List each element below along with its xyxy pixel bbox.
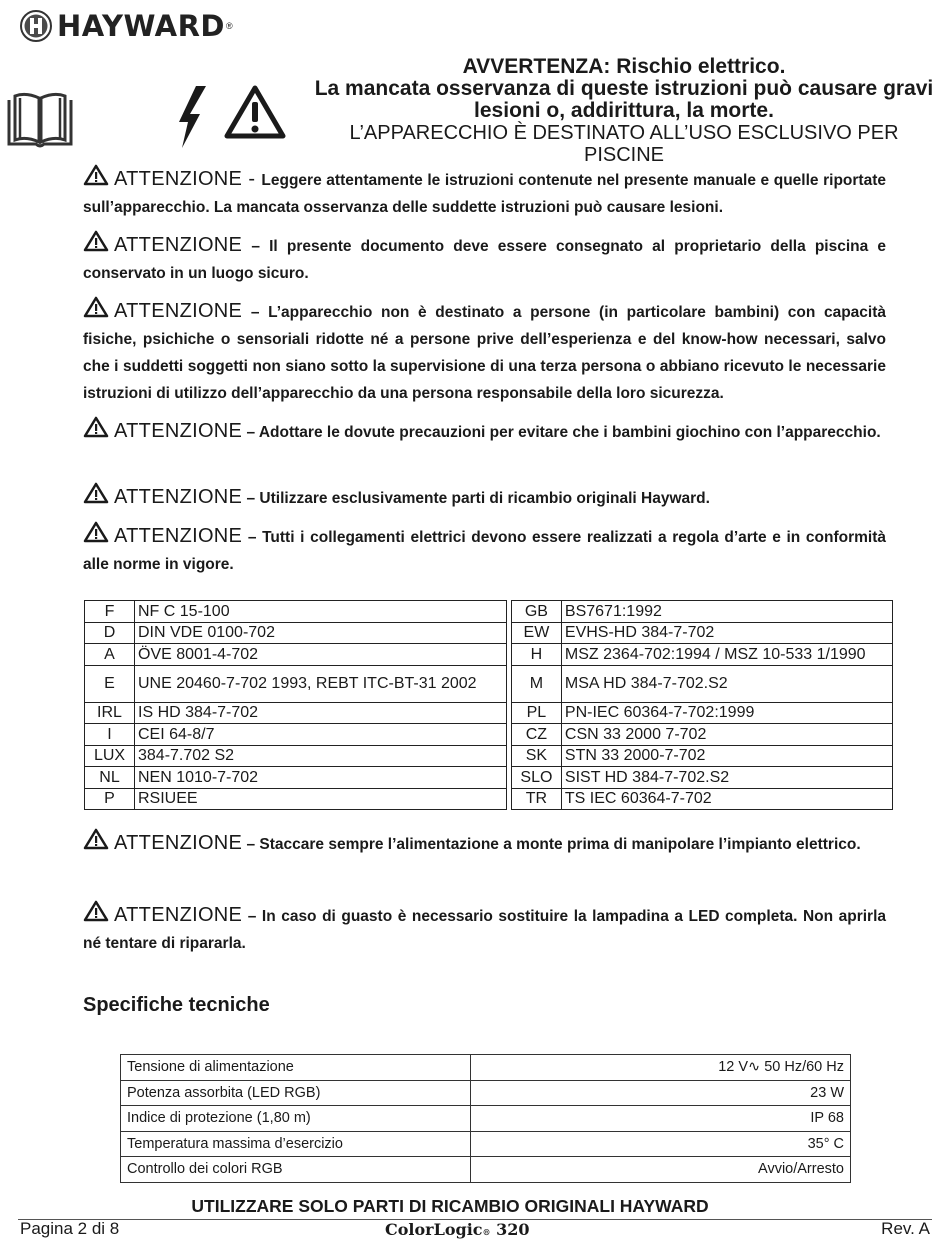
- norm-cell: PN-IEC 60364-7-702:1999: [561, 702, 892, 724]
- norm-cell: TS IEC 60364-7-702: [561, 788, 892, 810]
- table-row: [85, 745, 893, 767]
- warning-triangle-icon: [83, 521, 109, 543]
- country-code-cell: PL: [511, 702, 561, 724]
- warning-triangle-icon: [224, 84, 286, 140]
- table-row: [85, 702, 893, 724]
- warning-paragraph: [83, 296, 886, 407]
- spec-value-cell: IP 68: [471, 1106, 851, 1132]
- table-row: [85, 644, 893, 666]
- table-row: [121, 1106, 851, 1132]
- warning-label: ATTENZIONE: [114, 420, 243, 442]
- country-code-cell: IRL: [85, 702, 135, 724]
- table-row: [85, 601, 893, 623]
- warning-separator: –: [242, 490, 260, 507]
- country-code-cell: P: [85, 788, 135, 810]
- brand-registered-mark: ®: [225, 21, 233, 31]
- warning-separator: –: [242, 304, 269, 321]
- spec-label-cell: Tensione di alimentazione: [121, 1055, 471, 1081]
- warning-text: Adottare le dovute precauzioni per evitare che i bambini giochino con l’apparecchio.: [258, 424, 881, 441]
- norm-cell: STN 33 2000-7-702: [561, 745, 892, 767]
- warning-paragraph: [83, 900, 886, 957]
- spec-value-cell: Avvio/Arresto: [471, 1157, 851, 1183]
- spec-value-cell: 35° C: [471, 1131, 851, 1157]
- warning-triangle-icon: [83, 828, 109, 850]
- country-code-cell: SK: [511, 745, 561, 767]
- warning-paragraph: [83, 828, 886, 858]
- warning-label: ATTENZIONE: [114, 168, 243, 190]
- norm-cell: SIST HD 384-7-702.S2: [561, 767, 892, 789]
- warning-separator: –: [242, 836, 260, 853]
- main-warning: [314, 56, 934, 166]
- warning-separator: –: [242, 238, 270, 255]
- country-code-cell: EW: [511, 622, 561, 644]
- open-book-icon: [6, 90, 74, 148]
- norm-cell: MSA HD 384-7-702.S2: [561, 665, 892, 702]
- table-row: [85, 724, 893, 746]
- warning-paragraph: [83, 164, 886, 221]
- warning-label: ATTENZIONE: [114, 234, 243, 256]
- spec-value-cell: 12 V∿ 50 Hz/60 Hz: [471, 1055, 851, 1081]
- spec-label-cell: Potenza assorbita (LED RGB): [121, 1080, 471, 1106]
- norm-cell: UNE 20460-7-702 1993, REBT ITC-BT-31 2002: [135, 665, 507, 702]
- warning-text: Tutti i collegamenti elettrici devono essere realizzati a regola d’arte e in conformità alle norme in vigore.: [83, 529, 886, 573]
- hayward-logo: [20, 8, 233, 44]
- country-code-cell: M: [511, 665, 561, 702]
- norm-cell: EVHS-HD 384-7-702: [561, 622, 892, 644]
- warning-label: ATTENZIONE: [114, 486, 243, 508]
- footer-note: UTILIZZARE SOLO PARTI DI RICAMBIO ORIGINALI HAYWARD: [191, 1196, 709, 1216]
- product-model: 320: [490, 1220, 530, 1239]
- table-row: [85, 622, 893, 644]
- warning-paragraph: [83, 230, 886, 287]
- warning-text: Utilizzare esclusivamente parti di ricambio originali Hayward.: [259, 490, 710, 507]
- country-code-cell: D: [85, 622, 135, 644]
- warning-text: Leggere attentamente le istruzioni contenute nel presente manuale e quelle riportate sull’apparecchio. La mancata osservanza delle suddette istruzioni può causare lesioni.: [83, 172, 886, 216]
- spec-label-cell: Controllo dei colori RGB: [121, 1157, 471, 1183]
- warning-triangle-icon: [83, 416, 109, 438]
- lightning-bolt-icon: [176, 84, 218, 150]
- warning-text: Il presente documento deve essere consegnato al proprietario della piscina e conservato in un luogo sicuro.: [83, 238, 887, 282]
- norm-cell: IS HD 384-7-702: [135, 702, 507, 724]
- page-number: Pagina 2 di 8: [20, 1219, 120, 1238]
- main-warning-title: AVVERTENZA: Rischio elettrico.: [462, 55, 786, 78]
- country-code-cell: A: [85, 644, 135, 666]
- norm-cell: NEN 1010-7-702: [135, 767, 507, 789]
- warning-separator: –: [242, 424, 259, 441]
- warning-triangle-icon: [83, 482, 109, 504]
- norm-cell: 384-7.702 S2: [135, 745, 507, 767]
- spec-label-cell: Indice di protezione (1,80 m): [121, 1106, 471, 1132]
- product-registered-mark: ®: [482, 1227, 491, 1237]
- norm-cell: MSZ 2364-702:1994 / MSZ 10-533 1/1990: [561, 644, 892, 666]
- warning-triangle-icon: [83, 296, 109, 318]
- table-row: [85, 665, 893, 702]
- electrical-norms-table: [84, 600, 893, 810]
- table-row: [85, 788, 893, 810]
- norm-cell: DIN VDE 0100-702: [135, 622, 507, 644]
- country-code-cell: F: [85, 601, 135, 623]
- country-code-cell: I: [85, 724, 135, 746]
- revision-label: Rev. A: [881, 1219, 930, 1238]
- norm-cell: RSIUEE: [135, 788, 507, 810]
- warning-text: L’apparecchio non è destinato a persone (in particolare bambini) con capacità fisiche, psichiche o sensoriali ridotte né a persone prive dell’esperienza e del know-how necessari, salvo che i suddetti soggetti non siano sotto la supervisione di una terza persona o abbiano ricevuto le necessarie istruzioni di utilizzo dell’apparecchio da una persona responsabile della loro sicurezza.: [83, 304, 887, 402]
- warning-triangle-icon: [83, 900, 109, 922]
- table-row: [121, 1157, 851, 1183]
- table-row: [121, 1055, 851, 1081]
- norm-cell: CSN 33 2000 7-702: [561, 724, 892, 746]
- norm-cell: CEI 64-8/7: [135, 724, 507, 746]
- warning-label: ATTENZIONE: [114, 904, 243, 926]
- warning-text: In caso di guasto è necessario sostituire la lampadina a LED completa. Non aprirla né tentare di ripararla.: [83, 908, 886, 952]
- product-name: [385, 1220, 529, 1239]
- country-code-cell: H: [511, 644, 561, 666]
- warning-separator: –: [242, 908, 262, 925]
- warning-separator: –: [242, 529, 263, 546]
- warning-triangle-icon: [83, 164, 109, 186]
- table-row: [121, 1131, 851, 1157]
- country-code-cell: SLO: [511, 767, 561, 789]
- country-code-cell: NL: [85, 767, 135, 789]
- warning-paragraph: [83, 416, 886, 446]
- warning-paragraph: [83, 482, 886, 512]
- spec-label-cell: Temperatura massima d’esercizio: [121, 1131, 471, 1157]
- warning-label: ATTENZIONE: [114, 832, 243, 854]
- warning-paragraph: [83, 521, 886, 578]
- country-code-cell: TR: [511, 788, 561, 810]
- spec-value-cell: 23 W: [471, 1080, 851, 1106]
- norm-cell: NF C 15-100: [135, 601, 507, 623]
- country-code-cell: GB: [511, 601, 561, 623]
- warning-separator: -: [242, 168, 262, 190]
- table-row: [85, 767, 893, 789]
- brand-name: HAYWARD: [57, 9, 225, 43]
- country-code-cell: CZ: [511, 724, 561, 746]
- hayward-logo-icon: [20, 10, 52, 42]
- warning-text: Staccare sempre l’alimentazione a monte prima di manipolare l’impianto elettrico.: [259, 836, 861, 853]
- country-code-cell: LUX: [85, 745, 135, 767]
- table-row: [121, 1080, 851, 1106]
- main-warning-usage: L’APPARECCHIO È DESTINATO ALL’USO ESCLUSIVO PER PISCINE: [349, 122, 899, 166]
- warning-label: ATTENZIONE: [114, 300, 243, 322]
- norm-cell: ÖVE 8001-4-702: [135, 644, 507, 666]
- main-warning-text: La mancata osservanza di queste istruzioni può causare gravi lesioni o, addirittura, la morte.: [314, 77, 934, 122]
- technical-specs-table: [120, 1054, 851, 1183]
- warning-label: ATTENZIONE: [114, 525, 243, 547]
- norm-cell: BS7671:1992: [561, 601, 892, 623]
- country-code-cell: E: [85, 665, 135, 702]
- warning-triangle-icon: [83, 230, 109, 252]
- product-brand: ColorLogic: [385, 1220, 483, 1239]
- specs-title: Specifiche tecniche: [83, 994, 270, 1016]
